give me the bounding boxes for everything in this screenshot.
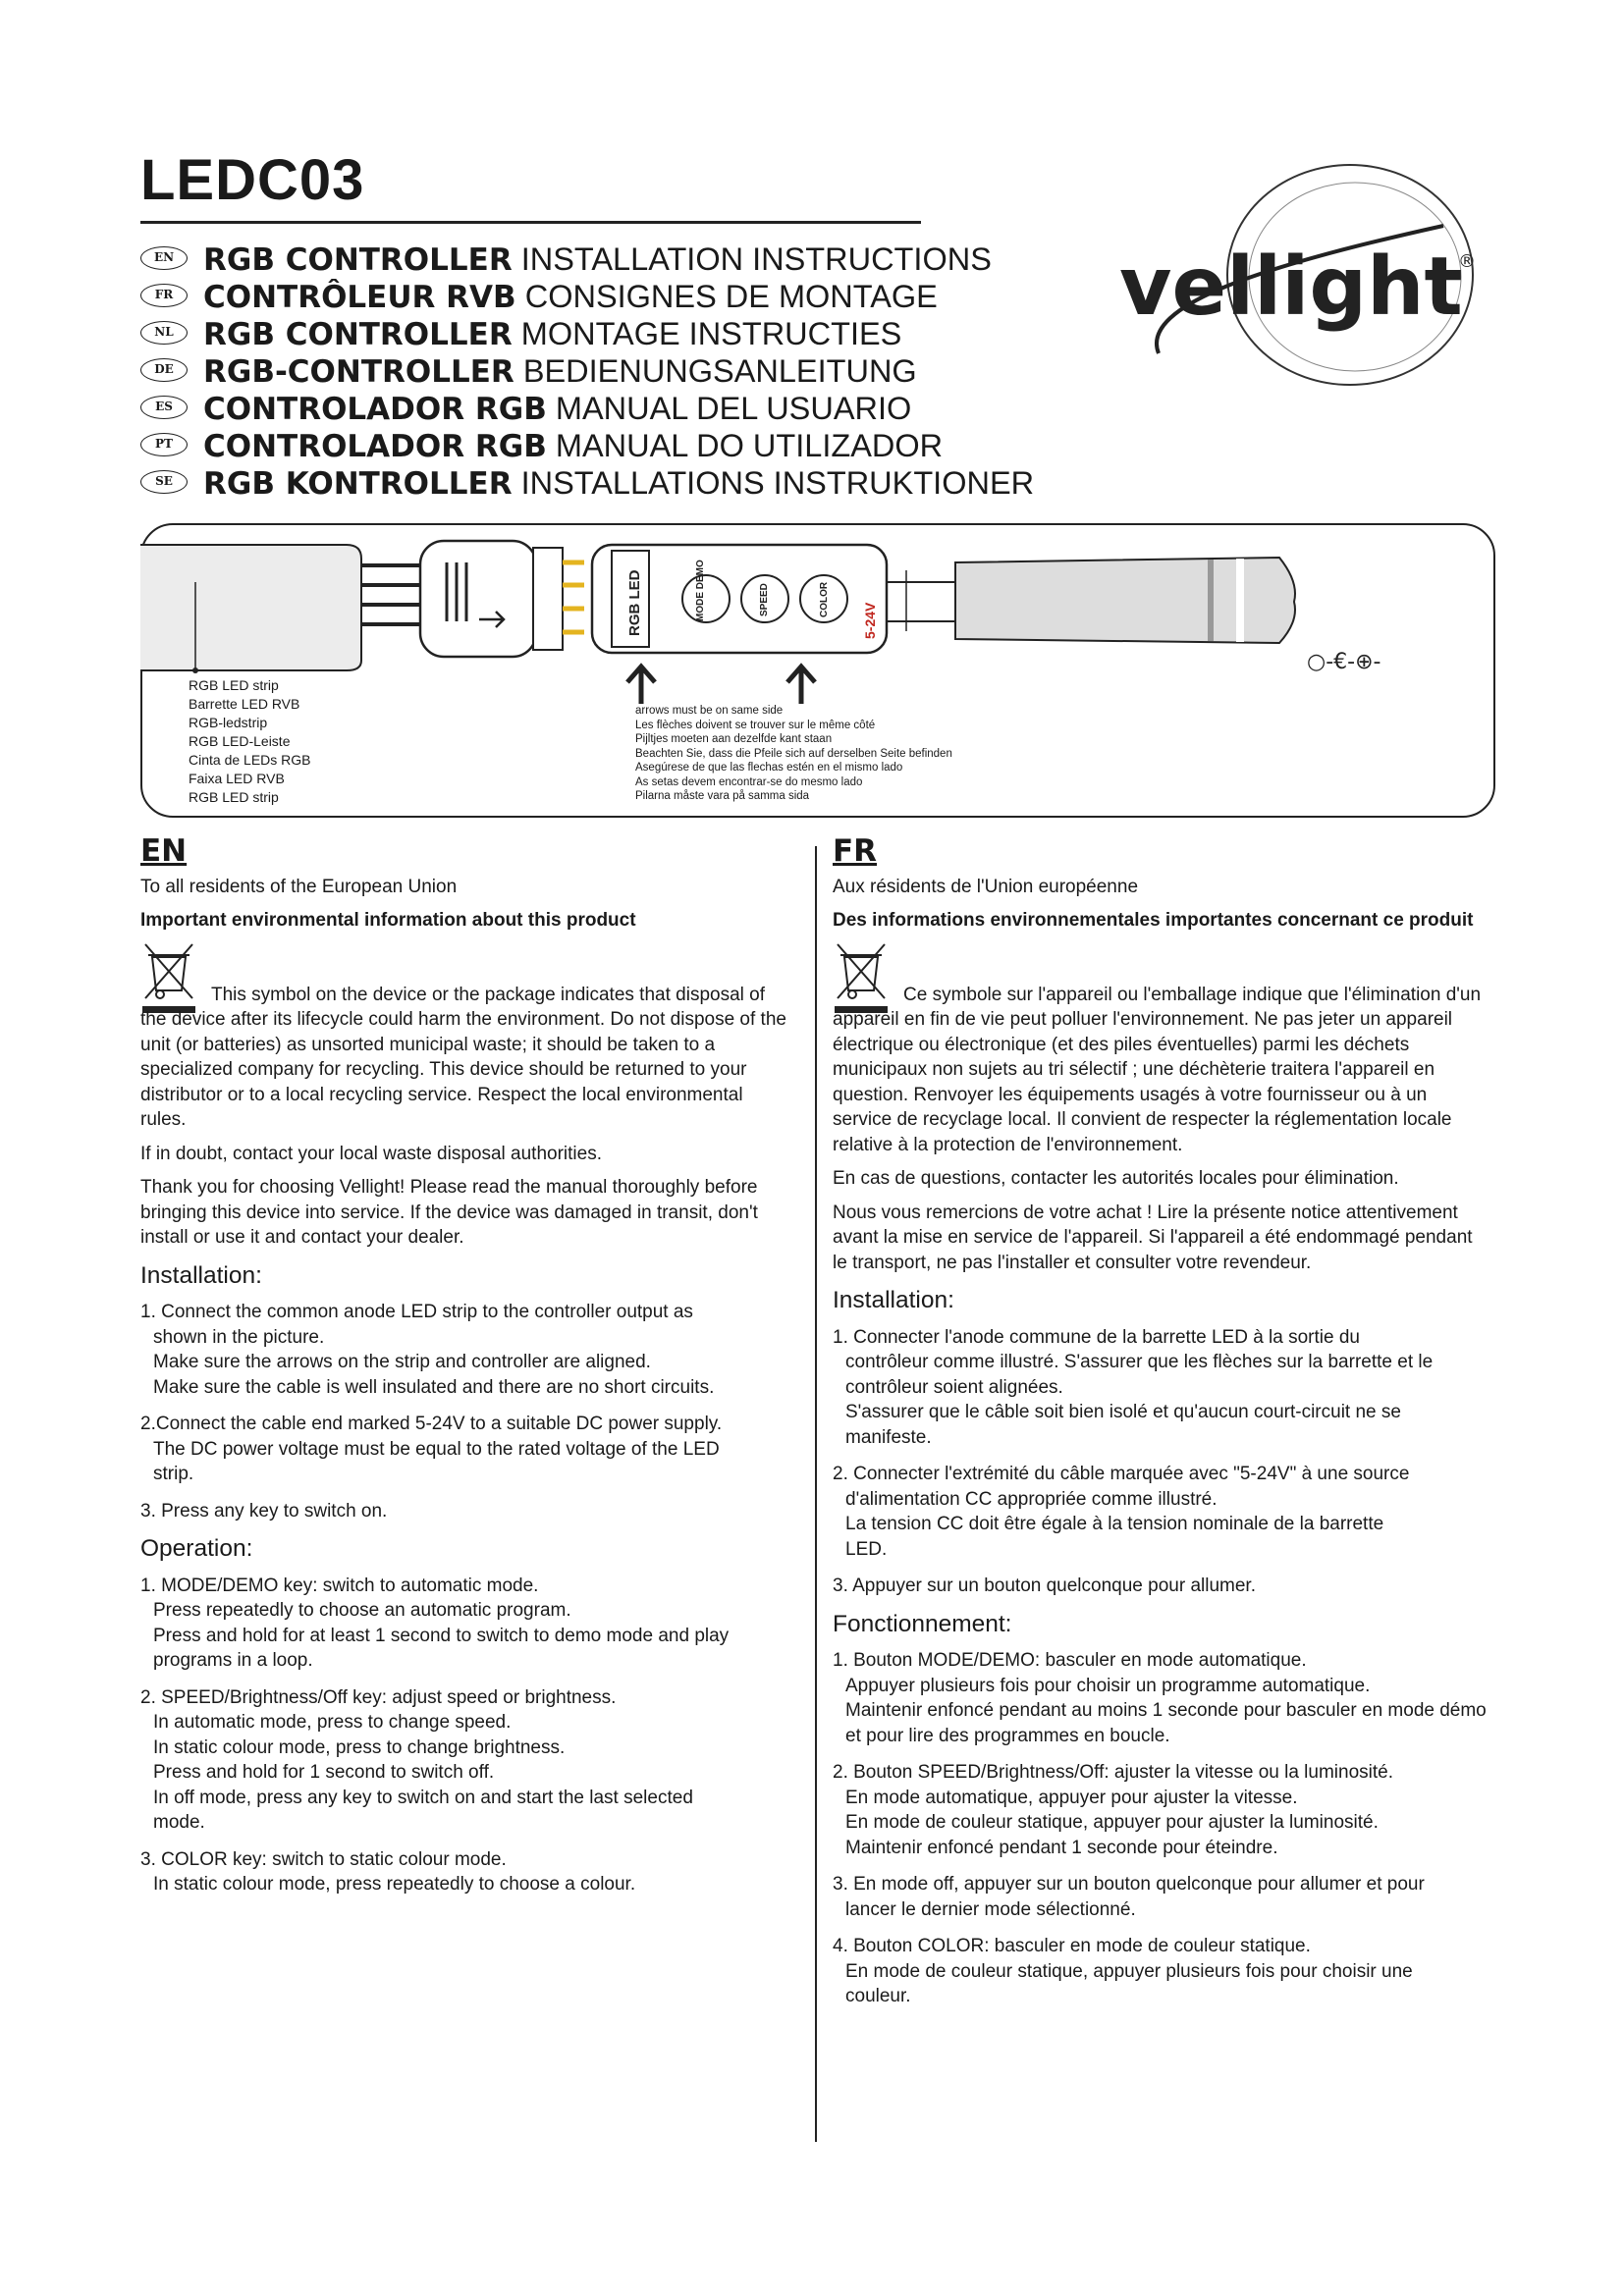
mode-demo-button — [682, 575, 730, 622]
product-name: RGB KONTROLLER — [203, 466, 513, 502]
install-step: 1. Connect the common anode LED strip to the controller output as shown in the picture. Make sure the arrows on the strip and controller are aligned. Make sure the cable is well insulated and there are no short circuits. — [140, 1302, 715, 1398]
language-line-es — [140, 390, 911, 428]
install-step: 3. Appuyer sur un bouton quelconque pour allumer. — [833, 1575, 1256, 1596]
operation-step: 2. SPEED/Brightness/Off key: adjust speed or brightness. In automatic mode, press to change speed. In static colour mode, press to change brightness. Press and hold for 1 second to switch off. In off mode, press any key to switch on and start the last selected mode. — [140, 1686, 693, 1833]
title-divider — [140, 221, 921, 224]
doubt-text: If in doubt, contact your local waste disposal authorities. — [140, 1143, 602, 1164]
weee-text: Ce symbole sur l'appareil ou l'emballage indique que l'élimination d'un appareil en fin de vie peut polluer l'environnement. Ne pas jeter un appareil électrique ou électronique (et des piles éventuelles) parmi les déchets municipaux non sujets au tri sélectif ; une déchèterie traitera l'appareil en question. Renvoyer les équipements usagés à votre fournisseur ou à un service de recyclage local. Il convient de respecter la réglementation locale relative à la protection de l'environnement. — [833, 984, 1482, 1155]
thanks-text: Nous vous remercions de votre achat ! Lire la présente notice attentivement avant la mise en service de l'appareil. Si l'appareil a été endommagé pendant le transport, ne pas l'installer et consulter votre revendeur. — [833, 1201, 1473, 1273]
language-line-nl — [140, 315, 901, 353]
arrow-notes: arrows must be on same side Les flèches doivent se trouver sur le même côté Pijltjes moeten aan dezelfde kant staan Beachten Sie, dass die Pfeile sich auf derselben Seite befinden Asegúrese de que las flechas estén en el mismo lado As setas devem encontrar-se do mesmo lado Pilarna måste vara på samma sida — [635, 705, 952, 802]
logo-wordmark: vellight — [1119, 240, 1463, 334]
thanks-text: Thank you for choosing Vellight! Please read the manual thoroughly before bringing this device into service. If the device was damaged in transit, don't install or use it and contact your dealer. — [140, 1177, 758, 1248]
color-label: COLOR — [819, 581, 830, 617]
operation-heading: Operation: — [140, 1535, 253, 1562]
language-badge: NL — [140, 321, 188, 345]
product-name: RGB CONTROLLER — [203, 317, 513, 352]
doc-type: MONTAGE INSTRUCTIES — [520, 316, 902, 351]
operation-step: 2. Bouton SPEED/Brightness/Off: ajuster la vitesse ou la luminosité. En mode automatique, appuyer pour ajuster la vitesse. En mode de couleur statique, appuyer pour ajuster la luminosité. Maintenir enfoncé pendant 1 seconde pour éteindre. — [833, 1762, 1393, 1858]
voltage-label: 5-24V — [862, 602, 878, 639]
speed-label: SPEED — [759, 583, 770, 616]
language-badge: PT — [140, 433, 188, 456]
doc-type: MANUAL DEL USUARIO — [555, 391, 912, 426]
mode-demo-label: MODE DEMO — [695, 560, 706, 621]
doc-type: INSTALLATION INSTRUCTIONS — [520, 241, 992, 277]
operation-step: 3. En mode off, appuyer sur un bouton quelconque pour allumer et pour lancer le dernier mode sélectionné. — [833, 1874, 1425, 1920]
doc-type: CONSIGNES DE MONTAGE — [524, 279, 938, 314]
installation-heading: Installation: — [833, 1287, 954, 1313]
doc-type: MANUAL DO UTILIZADOR — [555, 428, 944, 463]
section-heading: EN — [140, 833, 188, 869]
doc-type: INSTALLATIONS INSTRUKTIONER — [520, 465, 1035, 501]
product-name: CONTRÔLEUR RVB — [203, 280, 516, 315]
language-line-se — [140, 464, 1034, 503]
product-name: RGB-CONTROLLER — [203, 354, 514, 390]
doc-type: BEDIENUNGSANLEITUNG — [522, 353, 917, 389]
language-badge: FR — [140, 284, 188, 307]
power-plug — [955, 558, 1295, 643]
english-section — [140, 833, 793, 1909]
registered-mark: ® — [1458, 251, 1476, 272]
language-badge: SE — [140, 470, 188, 494]
product-name: CONTROLADOR RGB — [203, 429, 547, 464]
arrow-up-icon — [627, 667, 655, 704]
language-badge: ES — [140, 396, 188, 419]
eu-intro: To all residents of the European Union — [140, 876, 458, 897]
install-step: 2.Connect the cable end marked 5-24V to a suitable DC power supply. The DC power voltage must be equal to the rated voltage of the LED strip. — [140, 1414, 723, 1484]
env-info-title: Des informations environnementales importantes concernant ce produit — [833, 910, 1474, 931]
arrow-up-icon — [787, 667, 815, 704]
product-name: RGB CONTROLLER — [203, 242, 513, 278]
language-badge: EN — [140, 246, 188, 270]
env-info-title: Important environmental information about this product — [140, 910, 636, 931]
strip-labels: RGB LED strip Barrette LED RVB RGB-ledstrip RGB LED-Leiste Cinta de LEDs RGB Faixa LED RVB RGB LED strip — [189, 677, 311, 805]
language-line-fr — [140, 278, 938, 316]
language-badge: DE — [140, 358, 188, 382]
column-divider — [815, 846, 817, 2142]
operation-step: 1. Bouton MODE/DEMO: basculer en mode automatique. Appuyer plusieurs fois pour choisir un programme automatique. Maintenir enfoncé pendant au moins 1 seconde pour basculer en mode démo et pour lire des programmes en boucle. — [833, 1650, 1487, 1746]
operation-step: 3. COLOR key: switch to static colour mode. In static colour mode, press repeatedly to choose a colour. — [140, 1848, 636, 1895]
vellight-logo — [1119, 157, 1483, 402]
section-heading: FR — [833, 833, 878, 869]
operation-heading: Fonctionnement: — [833, 1610, 1012, 1637]
doubt-text: En cas de questions, contacter les autorités locales pour élimination. — [833, 1168, 1399, 1189]
install-step: 1. Connecter l'anode commune de la barrette LED à la sortie du contrôleur comme illustré. S'assurer que les flèches sur la barrette et le contrôleur soient alignées. S'assurer que le câble soit bien isolé et qu'aucun court-circuit ne se manifeste. — [833, 1326, 1434, 1448]
strip-connector — [420, 541, 536, 657]
operation-step: 1. MODE/DEMO key: switch to automatic mode. Press repeatedly to choose an automatic program. Press and hold for at least 1 second to switch to demo mode and play programs in a loop. — [140, 1575, 730, 1671]
led-strip-shape — [140, 545, 361, 670]
language-line-pt — [140, 427, 943, 465]
installation-heading: Installation: — [140, 1261, 262, 1289]
install-step: 3. Press any key to switch on. — [140, 1500, 388, 1522]
language-line-en — [140, 240, 992, 279]
weee-text: This symbol on the device or the package indicates that disposal of the device after its lifecycle could harm the environment. Do not dispose of the unit (or batteries) as unsorted municipal waste; it should be taken to a specialized company for recycling. This device should be returned to your distributor or to a local recycling service. Respect the local environmental rules. — [140, 984, 786, 1130]
french-section — [833, 833, 1490, 2021]
operation-step: 4. Bouton COLOR: basculer en mode de couleur statique. En mode de couleur statique, appuyer plusieurs fois pour choisir une couleur. — [833, 1936, 1413, 2006]
language-line-de — [140, 352, 917, 391]
product-name: CONTROLADOR RGB — [203, 392, 547, 427]
install-step: 2. Connecter l'extrémité du câble marquée avec "5-24V" à une source d'alimentation CC appropriée comme illustré. La tension CC doit être égale à la tension nominale de la barrette LED. — [833, 1464, 1410, 1560]
polarity-symbol: ○-€-⊕- — [1307, 650, 1381, 674]
eu-intro: Aux résidents de l'Union européenne — [833, 876, 1139, 897]
controller-label: RGB LED — [626, 569, 643, 636]
model-title: LEDC03 — [140, 148, 365, 212]
